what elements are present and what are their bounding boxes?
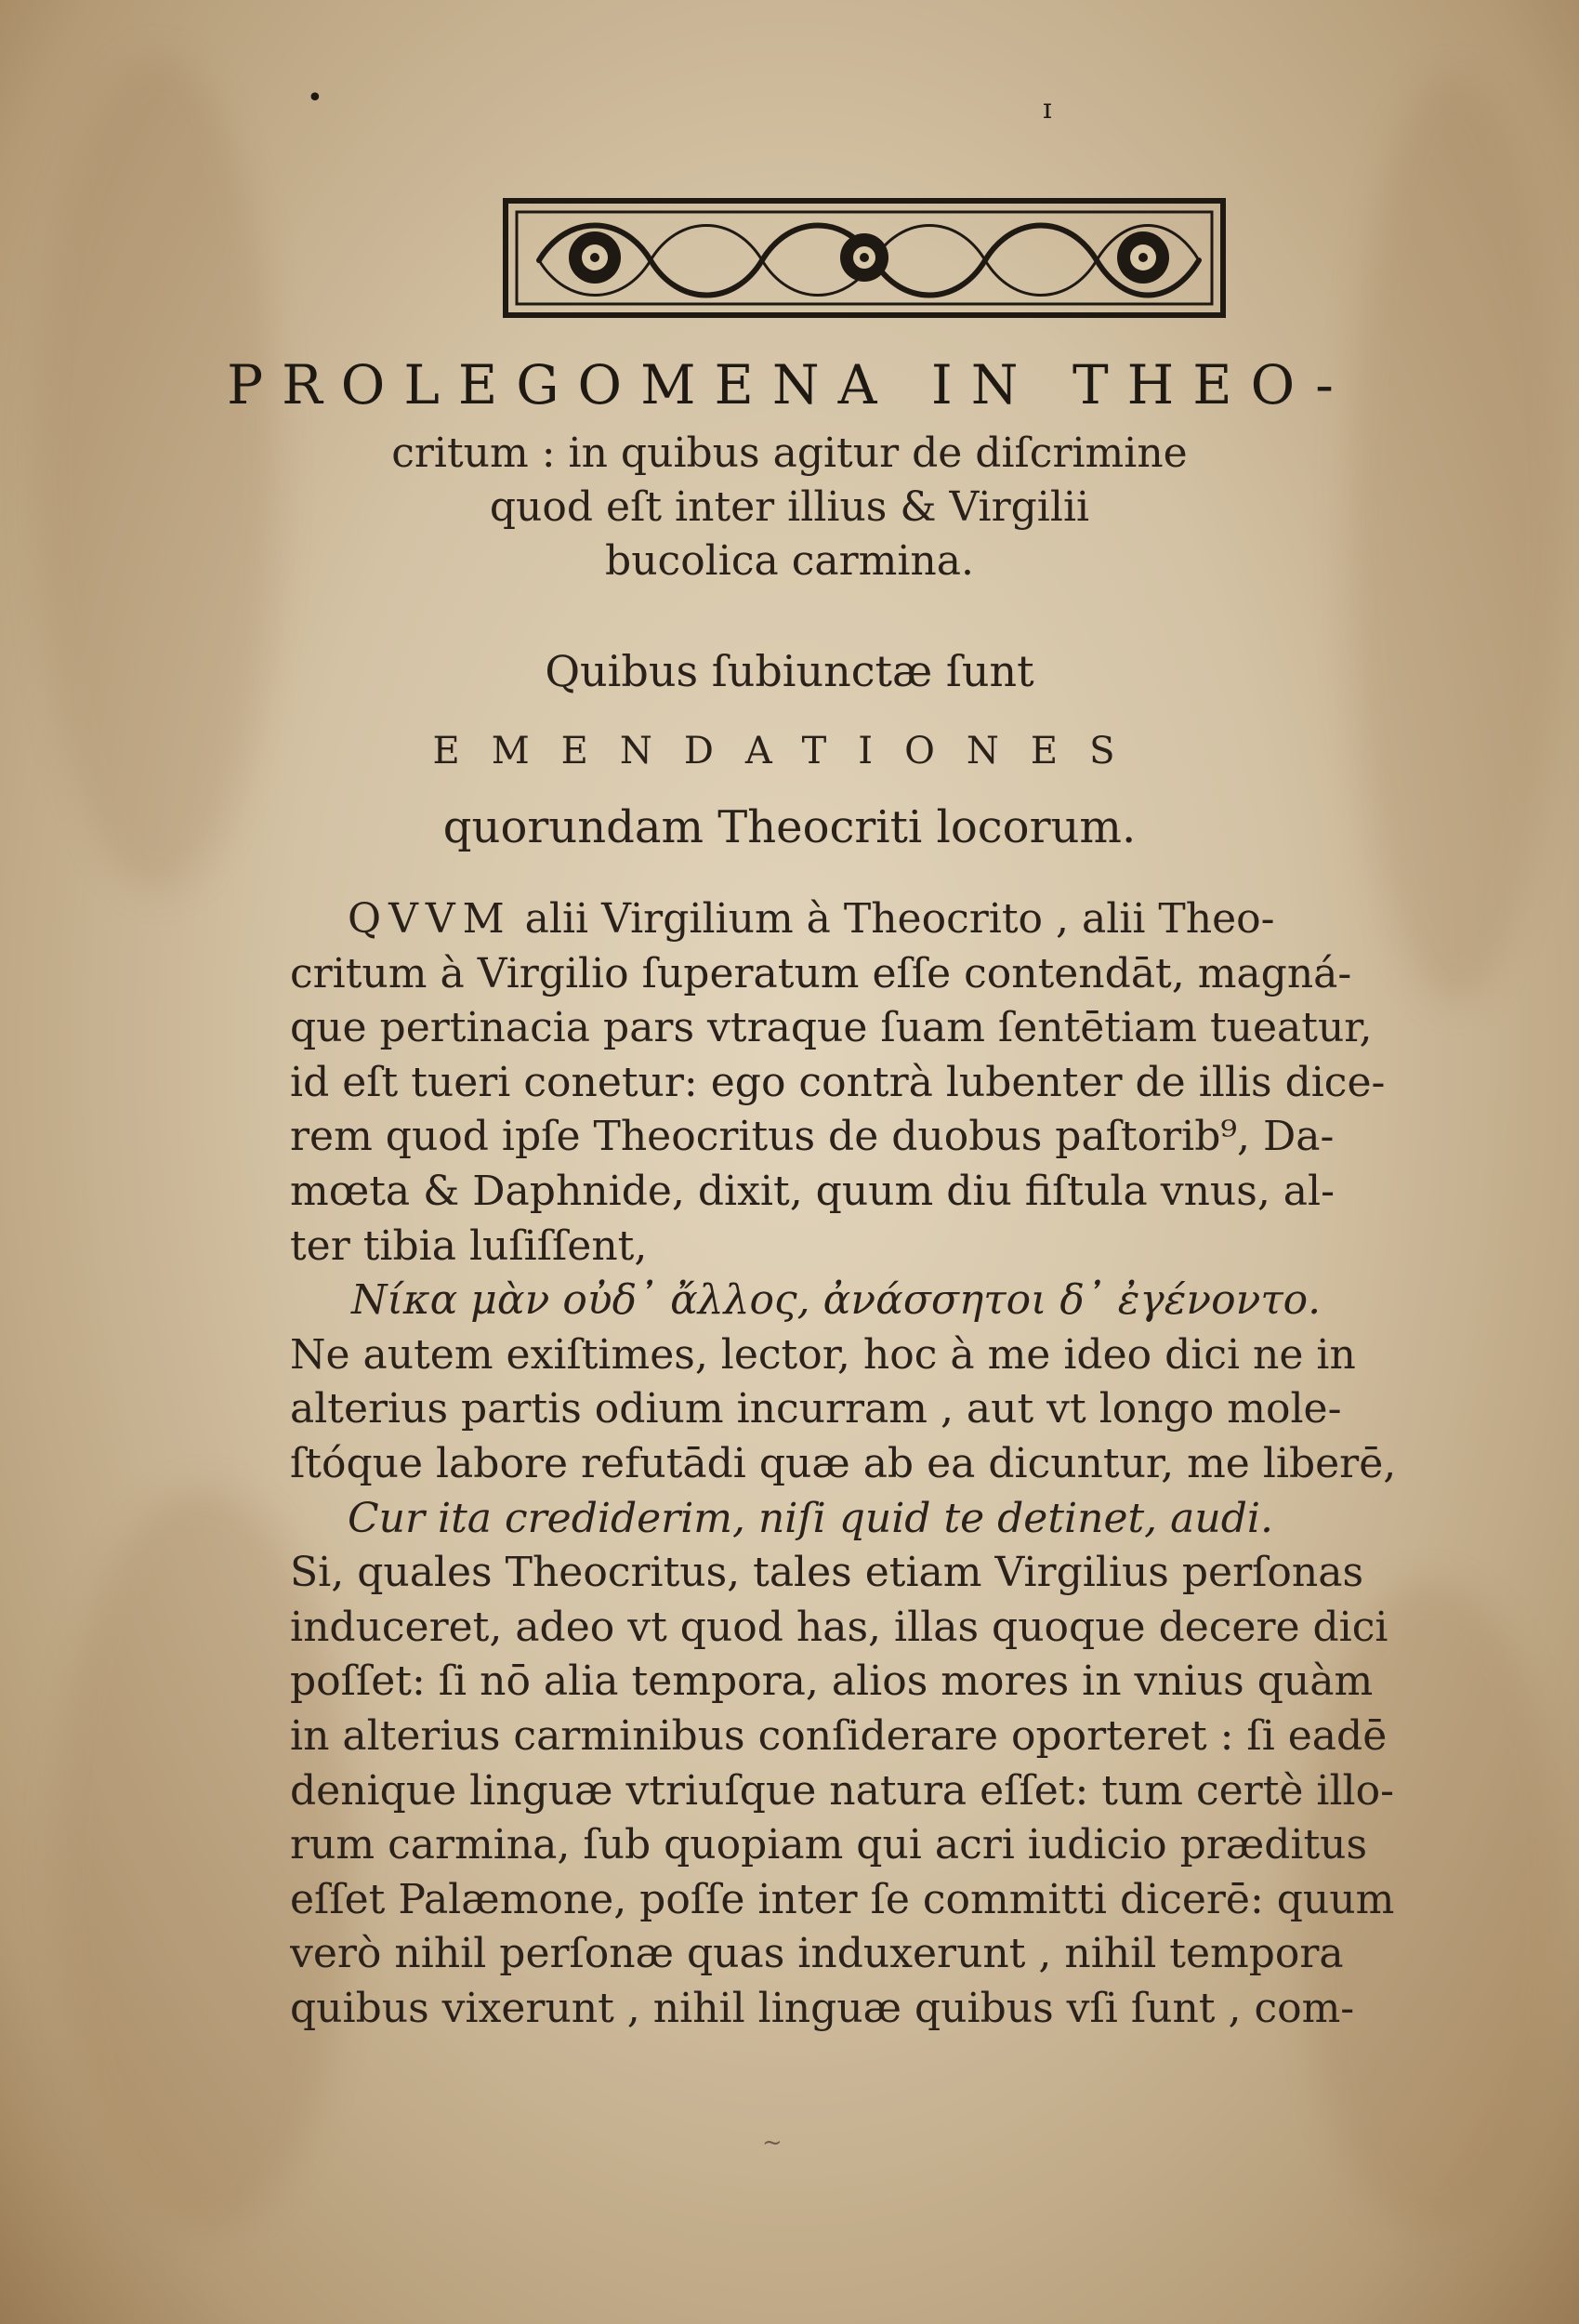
title-line-1: PROLEGOMENA IN THEO-: [227, 353, 1352, 416]
body-text: [290, 892, 1426, 2036]
body-line: poſſet: ſi nō alia tempora, alios mores in vnius quàm: [290, 1657, 1374, 1706]
body-line: in alterius carminibus conſiderare oporteret : ſi eadē: [290, 1711, 1388, 1760]
body-line: critum à Virgilio ſuperatum eſſe contendāt, magná-: [290, 949, 1352, 997]
body-line: mœta & Daphnide, dixit, quum diu fiſtula vnus, al-: [290, 1167, 1335, 1215]
body-line: induceret, adeo vt quod has, illas quoque decere dici: [290, 1603, 1388, 1651]
body-line: [290, 892, 1426, 947]
body-line: eſſet Palæmone, poſſe inter ſe committi dicerē: quum: [290, 1875, 1395, 1923]
body-line: Si, quales Theocritus, tales etiam Virgilius perſonas: [290, 1549, 1364, 1597]
drop-lead-word: QVVM: [348, 895, 512, 943]
body-line-text: alii Virgilium à Theocrito , alii Theo-: [511, 895, 1275, 943]
body-line: id eſt tueri conetur: ego contrà lubenter de illis dice-: [290, 1058, 1386, 1106]
title-line-4: bucolica carmina.: [605, 537, 974, 585]
body-line: quibus vixerunt , nihil linguæ quibus vſi ſunt , com-: [290, 1984, 1355, 2032]
catchword: ~: [762, 2129, 783, 2157]
body-line: denique linguæ vtriuſque natura eſſet: tum certè illo-: [290, 1766, 1394, 1815]
latin-verse-line: Cur ita crediderim, niſi quid te detinet, audi.: [348, 1494, 1273, 1542]
body-line: rem quod ipſe Theocritus de duobus paſtorib⁹, Da-: [290, 1113, 1335, 1161]
body-line: rum carmina, ſub quopiam qui acri iudicio præditus: [290, 1821, 1368, 1869]
body-line: alterius partis odium incurram , aut vt longo mole-: [290, 1385, 1342, 1433]
emendationes-heading: EMENDATIONES: [432, 730, 1147, 772]
title-line-3: quod eſt inter illius & Virgilii: [489, 483, 1090, 531]
title-line-2: critum : in quibus agitur de diſcrimine: [391, 429, 1188, 477]
page-signature-mark: ɪ: [1043, 93, 1052, 125]
body-line: Ne autem exiſtimes, lector, hoc à me ideo dici ne in: [290, 1330, 1356, 1379]
body-line: que pertinacia pars vtraque ſuam ſentētiam tueatur,: [290, 1004, 1373, 1052]
ornamental-headpiece-icon: [502, 195, 1227, 321]
emendationes-subheading: quorundam Theocriti locorum.: [442, 801, 1137, 853]
page-dot-mark: •: [307, 82, 323, 114]
subheading: Quibus ſubiunctæ ſunt: [545, 646, 1034, 696]
body-line: ter tibia luſiſſent,: [290, 1221, 648, 1270]
body-line: verò nihil perſonæ quas induxerunt , nihil tempora: [290, 1930, 1344, 1978]
greek-quote-line: Νίκα μὰν οὐδ᾽ ἄλλος, ἀνάσσητοι δ᾽ ἐγένοντο.: [351, 1276, 1322, 1325]
body-line: ſtóque labore refutādi quæ ab ea dicuntur, me liberē,: [290, 1439, 1397, 1487]
